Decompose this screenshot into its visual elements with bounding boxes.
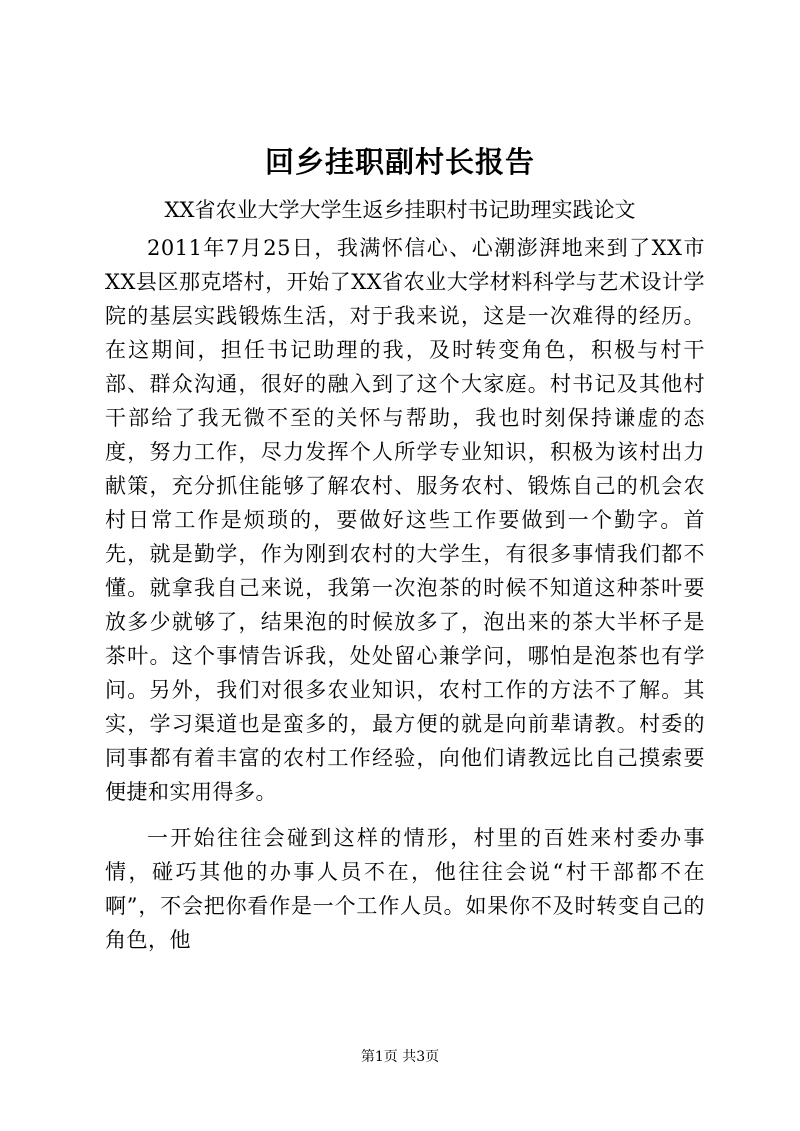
document-body (105, 231, 705, 957)
body-paragraph: 一开始往往会碰到这样的情形，村里的百姓来村委办事情，碰巧其他的办事人员不在，他往往会说“村干部都不在啊”，不会把你看作是一个工作人员。如果你不及时转变自己的角色，他 (105, 826, 705, 952)
document-title: 回乡挂职副村长报告 (264, 145, 535, 179)
page-footer: 第1页 共3页 (360, 1049, 440, 1065)
body-paragraph: 2011年7月25日，我满怀信心、心潮澎湃地来到了XX市XX县区那克塔村，开始了XX省农业大学材料科学与艺术设计学院的基层实践锻炼生活，对于我来说，这是一次难得的经历。在这期间，担任书记助理的我，及时转变角色，积极与村干部、群众沟通，很好的融入到了这个大家庭。村书记及其他村干部给了我无微不至的关怀与帮助，我也时刻保持谦虚的态度，努力工作，尽力发挥个人所学专业知识，积极为该村出力献策，充分抓住能够了解农村、服务农村、锻炼自己的机会农村日常工作是烦琐的，要做好这些工作要做到一个勤字。首先，就是勤学，作为刚到农村的大学生，有很多事情我们都不懂。就拿我自己来说，我第一次泡茶的时候不知道这种茶叶要放多少就够了，结果泡的时候放多了，泡出来的茶大半杯子是茶叶。这个事情告诉我，处处留心兼学问，哪怕是泡茶也有学问。另外，我们对很多农业知识，农村工作的方法不了解。其实，学习渠道也是蛮多的，最方便的就是向前辈请教。村委的同事都有着丰富的农村工作经验，向他们请教远比自己摸索要便捷和实用得多。 (105, 236, 705, 804)
document-subtitle: XX省农业大学大学生返乡挂职村书记助理实践论文 (164, 198, 636, 222)
